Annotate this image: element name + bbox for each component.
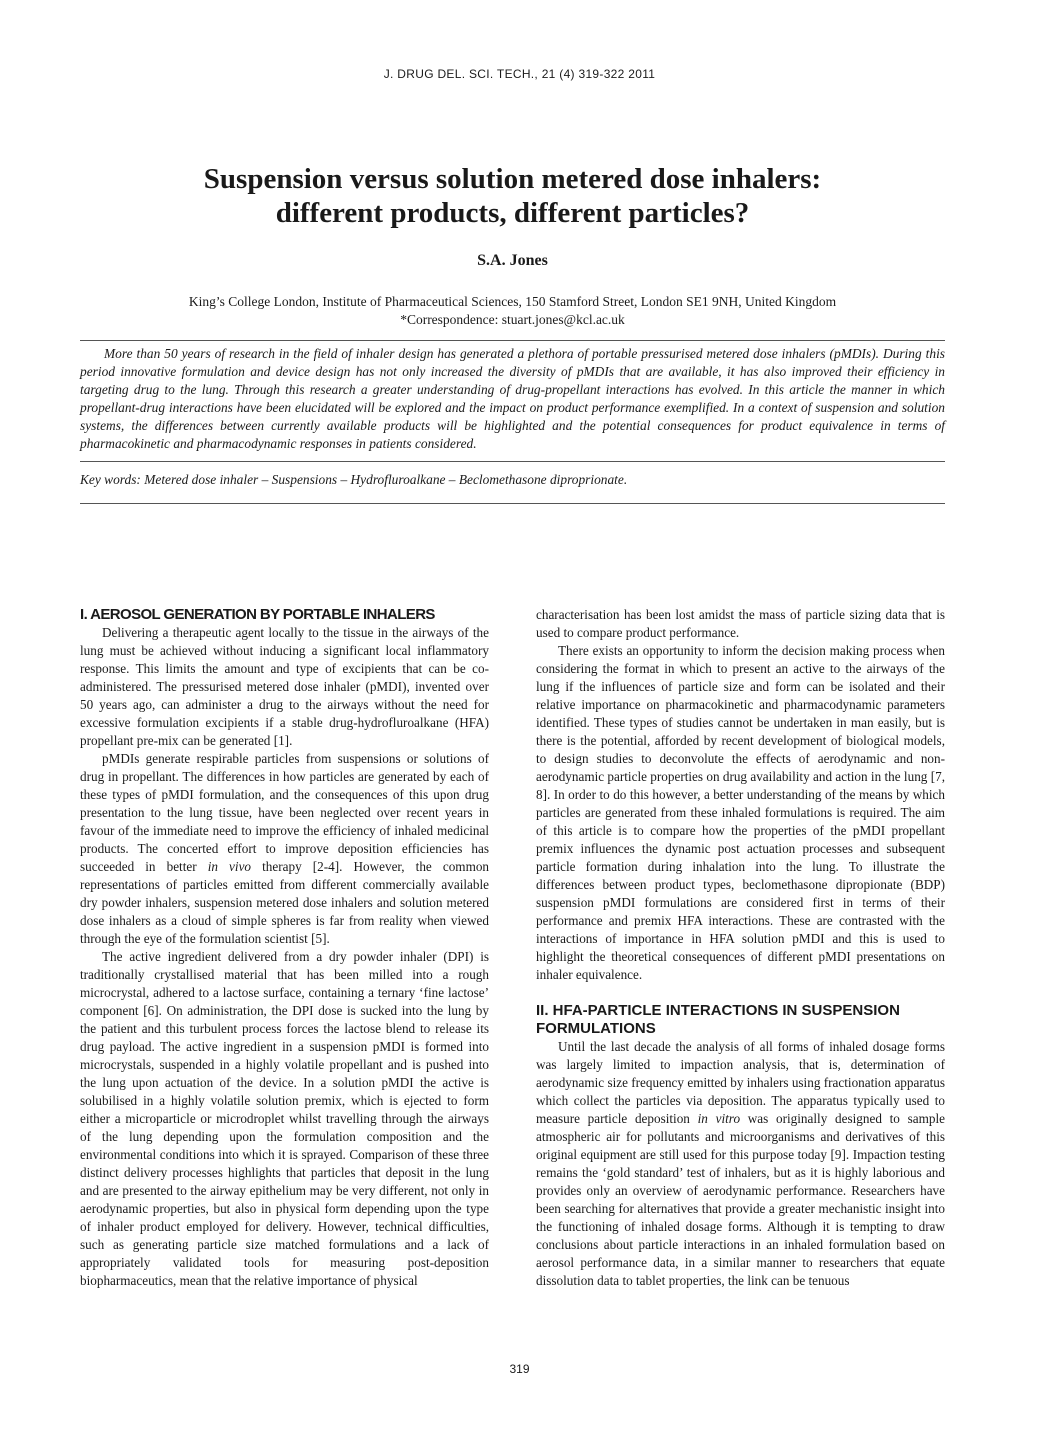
- affiliation: King’s College London, Institute of Pharmaceutical Sciences, 150 Stamford Street, London SE1 9NH, United Kingdom: [188, 294, 837, 309]
- left-column: [80, 606, 489, 1290]
- paragraph: pMDIs generate respirable particles from suspensions or solutions of drug in propellant. The differences in how particles are generated by each of these types of pMDI formulation, and the consequences of this upon drug presentation to the lung tissue, have been neglected over recent years in favour of the immediate need to improve the efficiency of inhaled medicinal products. The concerted effort to improve deposition efficiencies has succeeded in better in vivo therapy [2-4]. However, the common representations of particles emitted from different commercially available dry powder inhalers, suspension metered dose inhalers and solution metered dose inhalers as a cloud of simple spheres is far from reality when viewed through the eye of the formulation scientist [5].: [80, 751, 490, 946]
- abstract: More than 50 years of research in the field of inhaler design has generated a plethora of portable pressurised metered dose inhalers (pMDIs). During this period innovative formulation and device design has not only increased the diversity of pMDIs that are available, it has also improved their efficiency in targeting drug to the lung. Through this research a greater understanding of drug-propellant interactions has evolved. In this article the manner in which propellant-drug interactions have been elucidated will be explored and the impact on product performance exemplified. In a context of suspension and solution systems, the differences between currently available products will be highlighted and the potential consequences for product equivalence in terms of pharmacokinetic and pharmacodynamic responses in patients considered.: [80, 346, 945, 451]
- title-line-2: different products, different particles?: [275, 197, 750, 229]
- section-heading-2: II. HFA-PARTICLE INTERACTIONS IN SUSPENSION FORMULATIONS: [536, 1002, 900, 1037]
- paragraph: Delivering a therapeutic agent locally to the tissue in the airways of the lung must be achieved without inducing a significant local inflammatory response. This limits the amount and type of excipients that can be co-administered. The pressurised metered dose inhaler (pMDI), invented over 50 years ago, can administer a drug to the airways without the need for excessive formulation excipients if a stable drug-hydrofluroalkane (HFA) propellant pre-mix can be generated [1].: [80, 625, 489, 748]
- correspondence: *Correspondence: stuart.jones@kcl.ac.uk: [400, 312, 625, 327]
- affiliation-block: [80, 293, 945, 329]
- author-name: S.A. Jones: [477, 252, 548, 269]
- right-column: [536, 606, 945, 1290]
- italic-term: in vivo: [207, 859, 252, 874]
- title-line-1: Suspension versus solution metered dose inhalers:: [203, 163, 822, 195]
- paragraph-continued: characterisation has been lost amidst the mass of particle sizing data that is used to compare product performance.: [536, 607, 945, 640]
- rule-bottom: [80, 503, 945, 504]
- article-title: [80, 162, 945, 230]
- paragraph: There exists an opportunity to inform the decision making process when considering the format in which to present an active to the airways of the lung if the influences of particle size and form can be isolated and their relative importance on pharmacokinetic and pharmacodynamic parameters identified. These types of studies cannot be undertaken in man easily, but is there is the potential, afforded by recent development of biological models, to design studies to deconvolute the effects of aerodynamic and non-aerodynamic particle properties on drug availability and action in the lung [7, 8]. In order to do this however, a better understanding of the means by which particles are generated from these inhaled formulations is required. The aim of this article is to compare how the properties of the pMDI propellant premix influences the dynamic post actuation processes and subsequent particle formation during inhalation into the lung. To illustrate the differences between product types, beclomethasone dipropionate (BDP) suspension pMDI formulations are considered first in terms of their performance and premix HFA interactions. These are contrasted with the interactions of importance in HFA solution pMDI and this is used to highlight the theoretical consequences of different pMDI presentations on inhaler equivalence.: [536, 643, 945, 982]
- rule-top: [80, 340, 945, 341]
- journal-reference: J. DRUG DEL. SCI. TECH., 21 (4) 319-322 2011: [383, 67, 656, 81]
- paragraph: The active ingredient delivered from a dry powder inhaler (DPI) is traditionally crystallised material that has been milled into a rough microcrystal, adhered to a lactose surface, containing a ternary ‘fine lactose’ component [6]. On administration, the DPI dose is sucked into the lung by the patient and this turbulent process forces the lactose blend to release its drug payload. The active ingredient in a suspension pMDI is formed into microcrystals, suspended in a highly volatile propellant and is pushed into the lung upon actuation of the device. In a solution pMDI the active is solubilised in a highly volatile solution premix, which is ejected to form either a microparticle or microdroplet whilst travelling through the airways of the lung depending upon the formulation composition and the environmental conditions into which it is sprayed. Comparison of these three distinct delivery processes highlights that particles that deposit in the lung and are presented to the airway epithelium may be very different, not only in aerodynamic properties, but also in physical form depending upon the type of inhaler product employed for delivery. However, technical difficulties, such as generating particle size matched formulations and a lack of appropriately validated tools for measuring post-deposition biopharmaceutics, mean that the relative importance of physical: [80, 949, 489, 1288]
- keywords: Key words: Metered dose inhaler – Suspensions – Hydrofluroalkane – Beclomethasone diproprionate.: [80, 472, 628, 487]
- italic-term: in vitro: [697, 1111, 741, 1126]
- paragraph: Until the last decade the analysis of all forms of inhaled dosage forms was largely limited to impaction analysis, that is, determination of aerodynamic size frequency emitted by inhalers using fractionation apparatus which collect the particles via deposition. The apparatus typically used to measure particle deposition in vitro was originally designed to sample atmospheric air for pollutants and microorganisms and derivatives of this original equipment are still used for this purpose today [9]. Impaction testing remains the ‘gold standard’ test of inhalers, but as it is highly laborious and provides only an overview of aerodynamic performance. Researchers have been searching for alternatives that provide a greater mechanistic insight into the functioning of inhaled dosage forms. Although it is tempting to draw conclusions about particle interactions in an inhaled formulation based on aerosol performance data, in a similar manner to researchers that equate dissolution data to tablet properties, the link can be tenuous: [536, 1039, 945, 1288]
- page-number: 319: [509, 1362, 530, 1376]
- rule-middle: [80, 461, 945, 462]
- section-heading-1: I. AEROSOL GENERATION BY PORTABLE INHALERS: [80, 606, 435, 623]
